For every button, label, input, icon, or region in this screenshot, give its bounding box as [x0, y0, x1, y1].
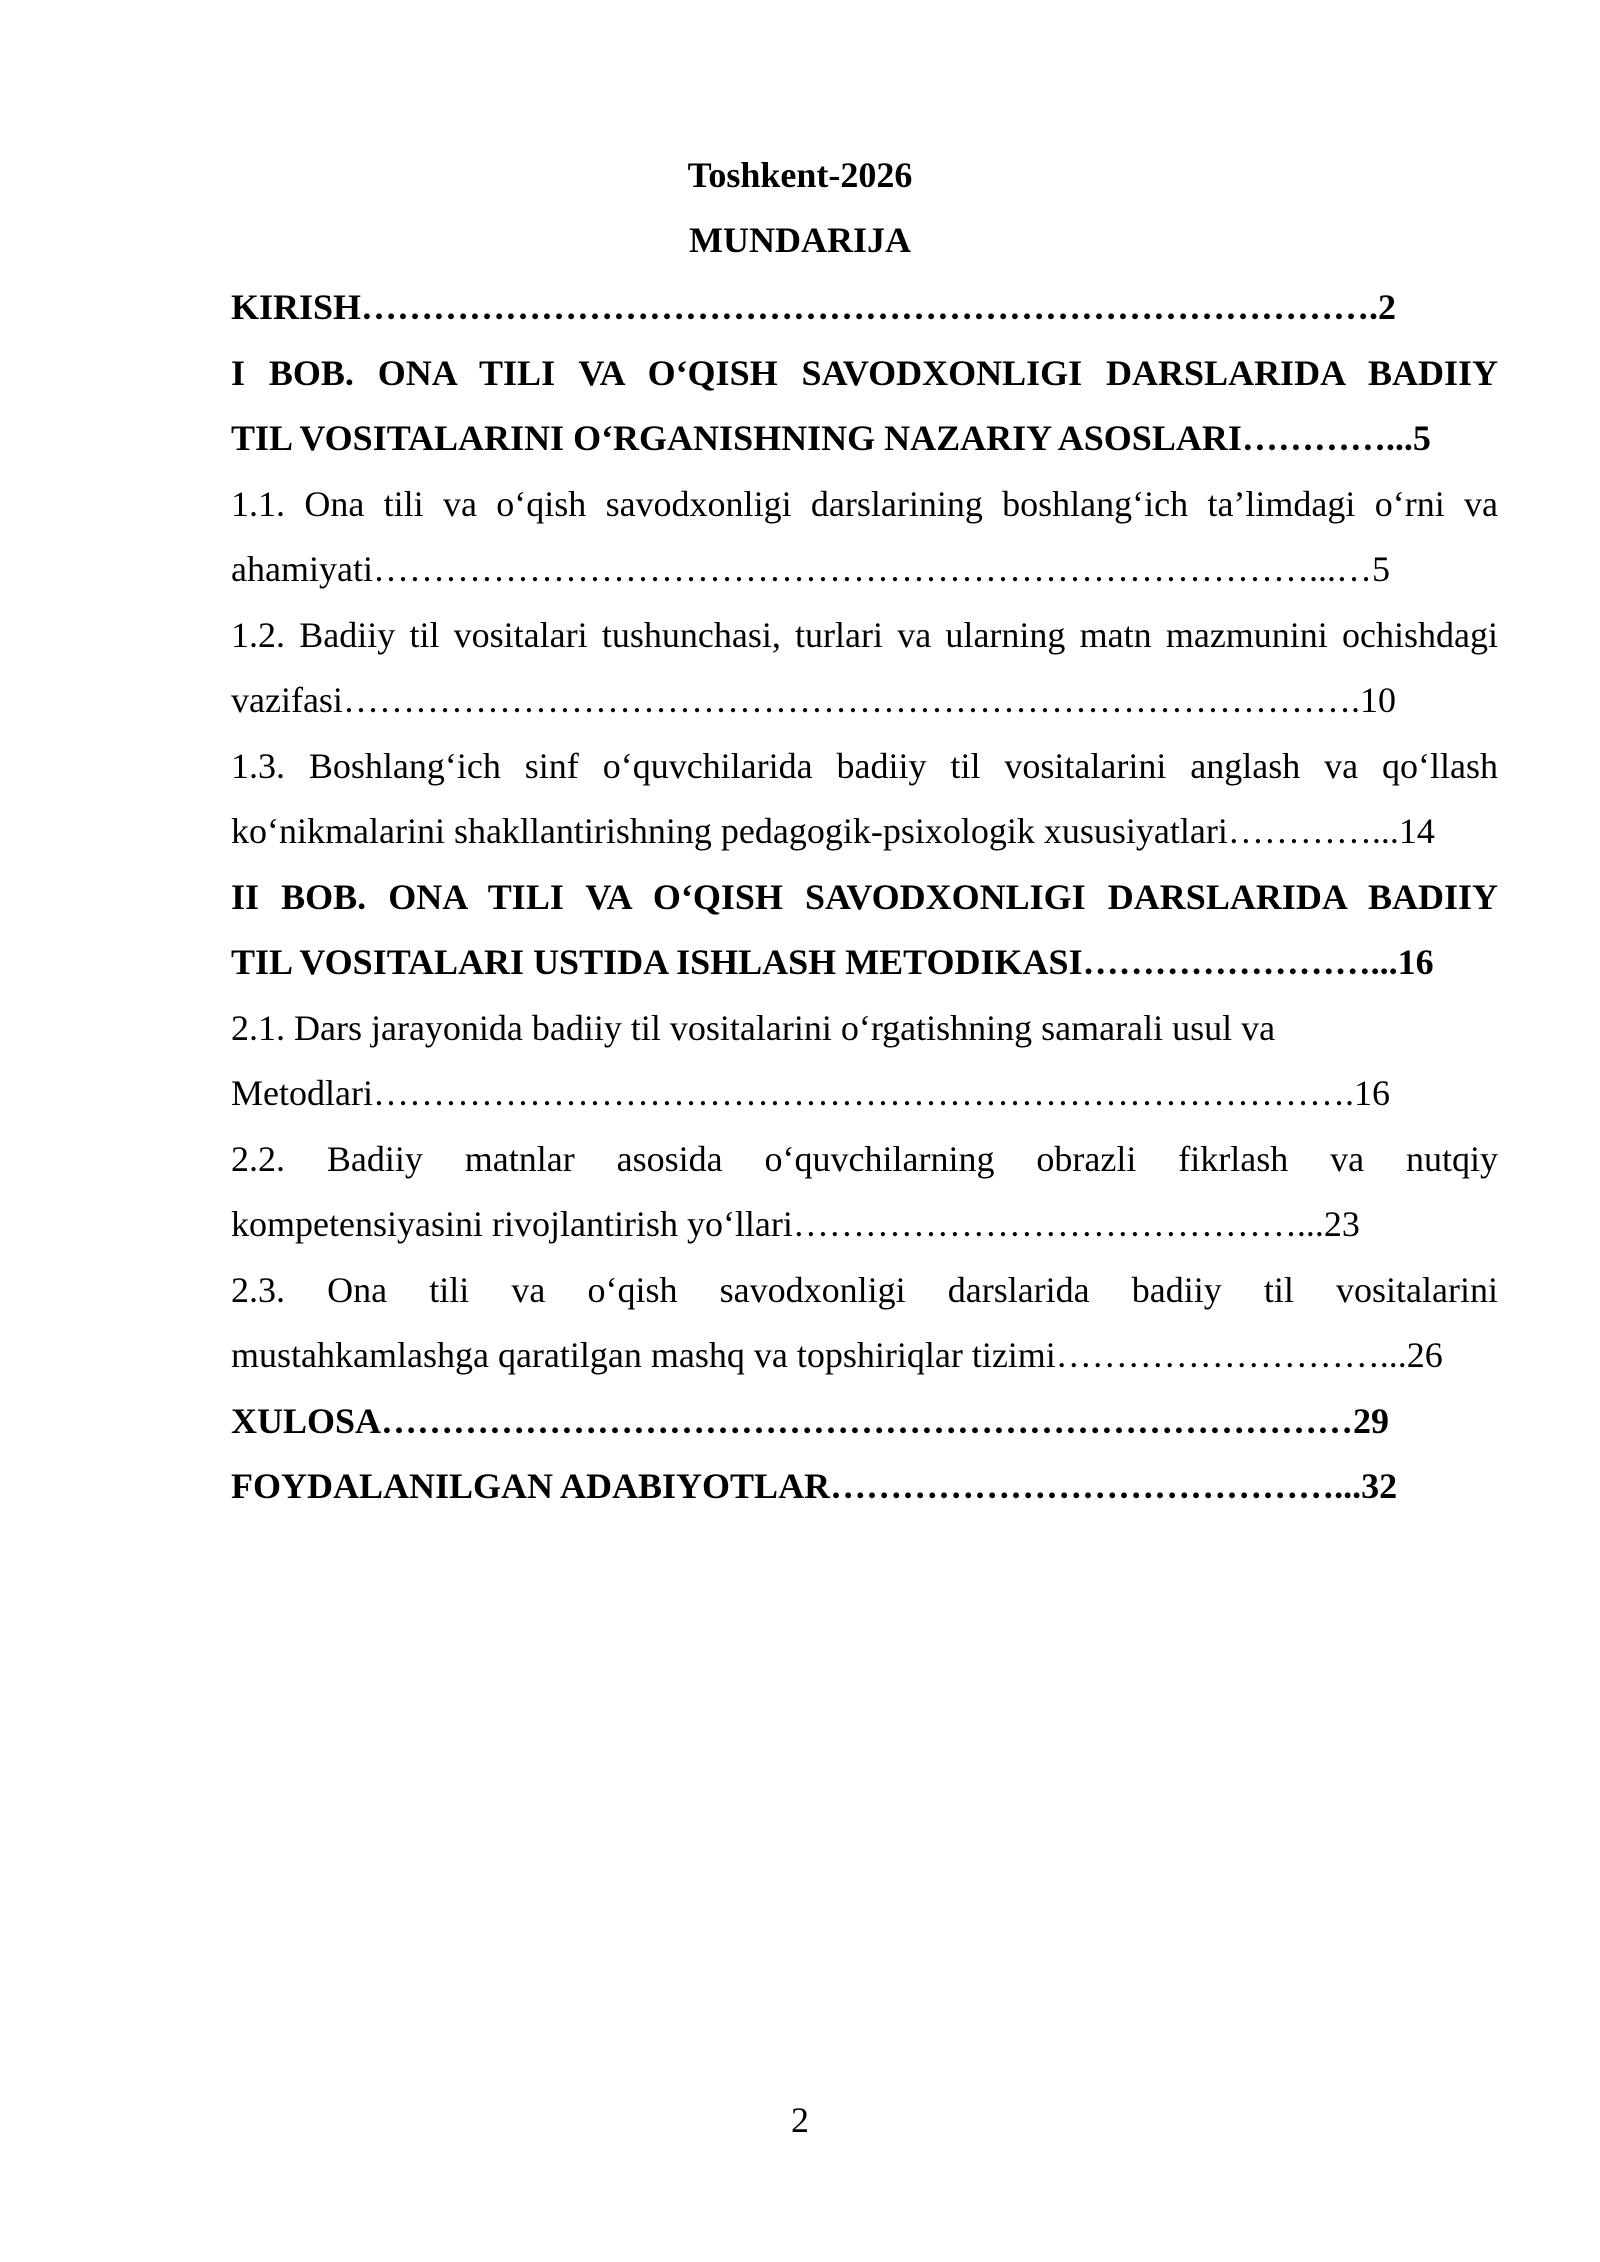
- toc-entry-2-1-line-1: 2.1. Dars jarayonida badiiy til vositalarini o‘rgatishning samarali usul va: [231, 1007, 1276, 1048]
- table-of-contents: [231, 275, 1498, 1520]
- toc-entry-kirish: KIRISH………………………………………………………………………….2: [231, 287, 1397, 327]
- city-year-heading: Toshkent-2026: [687, 155, 913, 195]
- toc-entry-1-1-line-1: 1.1. Ona tili va o‘qish savodxonligi darslarining boshlang‘ich ta’limdagi o‘rni va: [231, 483, 1498, 524]
- toc-entry-chapter-1-line-1: I BOB. ONA TILI VA O‘QISH SAVODXONLIGI DARSLARIDA BADIIY: [231, 352, 1498, 393]
- toc-entry-xulosa: XULOSA………………………………………………………………………29: [231, 1400, 1390, 1441]
- toc-entry-references: FOYDALANILGAN ADABIYOTLAR……………………………………...32: [231, 1466, 1398, 1506]
- page-number: 2: [791, 2100, 809, 2140]
- toc-title: MUNDARIJA: [689, 220, 911, 260]
- toc-entry-2-2-line-2: kompetensiyasini rivojlantirish yo‘llari……………………………………...23: [231, 1204, 1360, 1244]
- toc-entry-2-1-line-2: Metodlari……………………………………………………………………….16: [231, 1073, 1390, 1113]
- toc-entry-2-3-line-2: mustahkamlashga qaratilgan mashq va topshiriqlar tizimi………………………...26: [231, 1335, 1443, 1375]
- toc-entry-chapter-2-line-1: II BOB. ONA TILI VA O‘QISH SAVODXONLIGI DARSLARIDA BADIIY: [231, 876, 1498, 917]
- toc-entry-2-3-line-1: 2.3. Ona tili va o‘qish savodxonligi darslarida badiiy til vositalarini: [231, 1269, 1498, 1310]
- toc-entry-2-2-line-1: 2.2. Badiiy matnlar asosida o‘quvchilarning obrazli fikrlash va nutqiy: [231, 1138, 1498, 1179]
- toc-entry-1-3-line-1: 1.3. Boshlang‘ich sinf o‘quvchilarida badiiy til vositalarini anglash va qo‘llash: [231, 745, 1498, 786]
- toc-entry-1-1-line-2: ahamiyati……………………………………………………………………...…5: [231, 549, 1390, 589]
- toc-entry-chapter-1-line-2: TIL VOSITALARINI O‘RGANISHNING NAZARIY ASOSLARI…………...5: [231, 418, 1431, 458]
- toc-entry-1-2-line-1: 1.2. Badiiy til vositalari tushunchasi, turlari va ularning matn mazmunini ochishdagi: [231, 614, 1498, 655]
- toc-entry-1-3-line-2: ko‘nikmalarini shakllantirishning pedagogik-psixologik xususiyatlari…………...14: [231, 811, 1435, 851]
- toc-entry-1-2-line-2: vazifasi………………………………………………………………………….10: [231, 680, 1396, 720]
- toc-entry-chapter-2-line-2: TIL VOSITALARI USTIDA ISHLASH METODIKASI……………………...16: [231, 942, 1434, 982]
